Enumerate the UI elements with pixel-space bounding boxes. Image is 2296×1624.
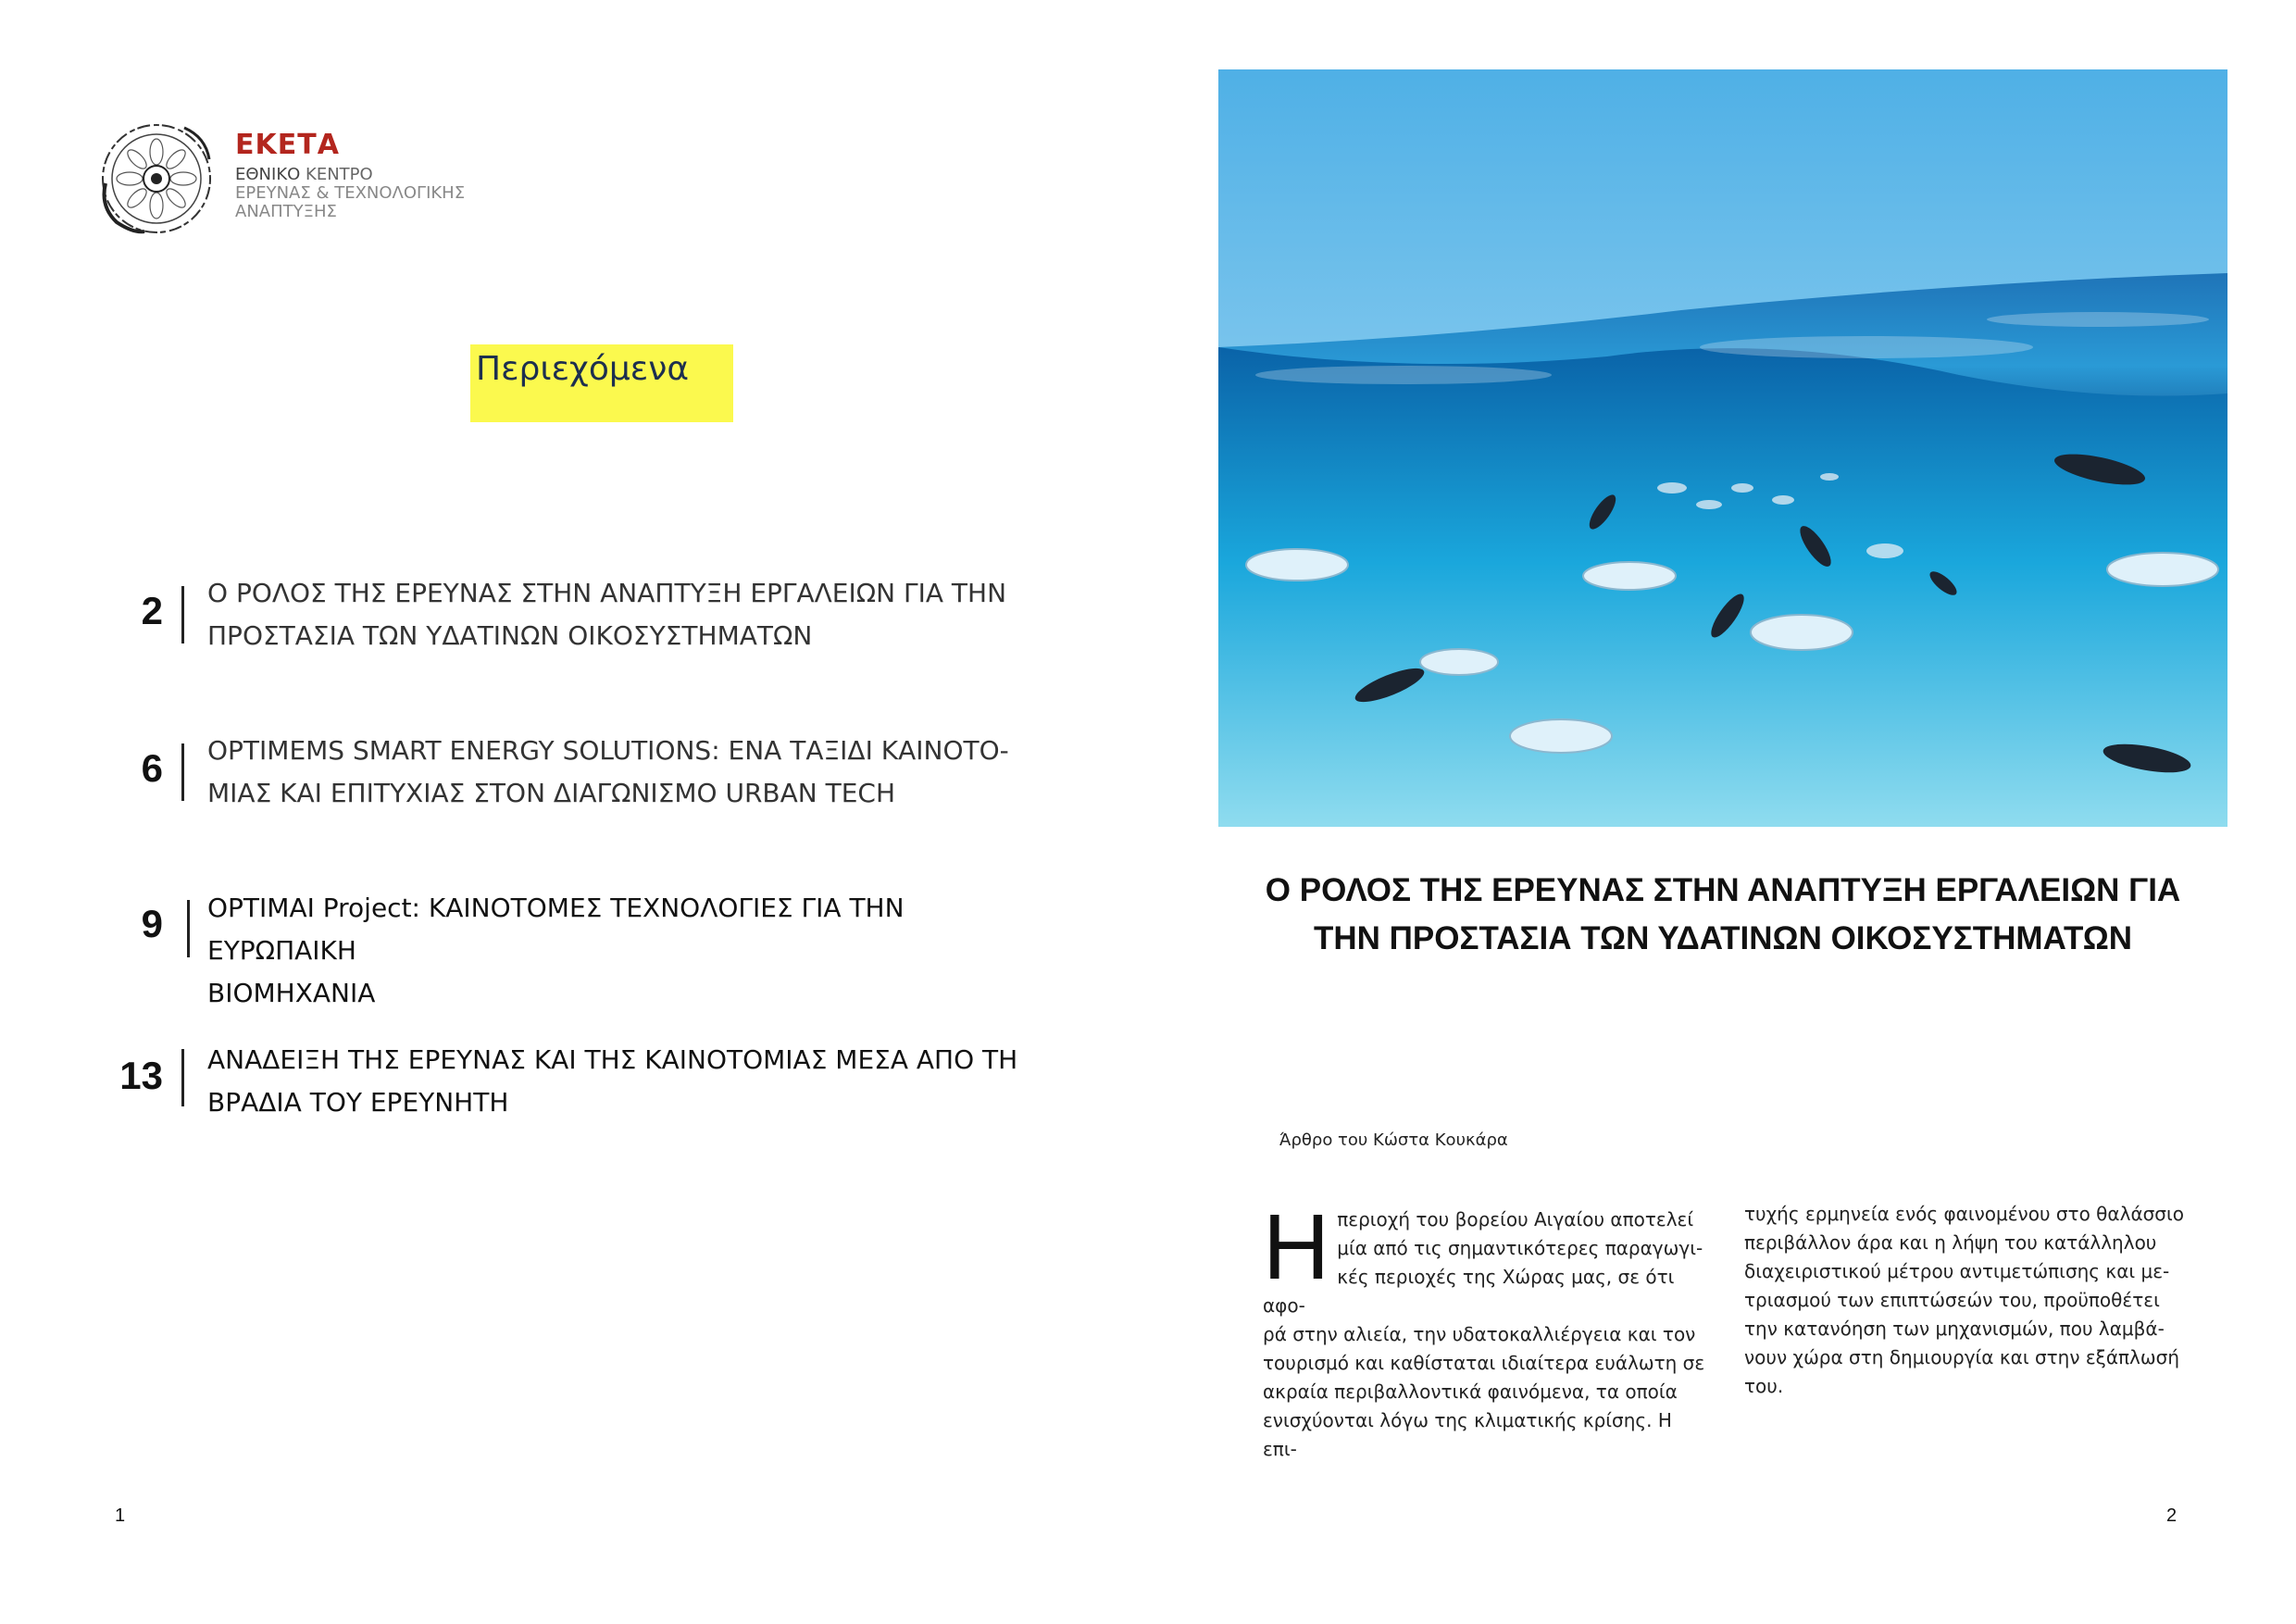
article-line: τριασμού των επιπτώσεών του, προϋποθέτει	[1744, 1289, 2160, 1311]
logo-line-1	[235, 167, 373, 183]
toc-entry-line: ΠΡΟΣΤΑΣΙΑ ΤΩΝ ΥΔΑΤΙΝΩΝ ΟΙΚΟΣΥΣΤΗΜΑΤΩΝ	[207, 620, 813, 651]
article-byline: Άρθρο του Κώστα Κουκάρα	[1279, 1131, 1508, 1150]
underwater-scene-illustration	[1218, 69, 2227, 827]
toc-entry-line: ΜΙΑΣ ΚΑΙ ΕΠΙΤΥΧΙΑΣ ΣΤΟΝ ΔΙΑΓΩΝΙΣΜΟ URBAN TECH	[207, 778, 896, 808]
toc-divider	[181, 586, 184, 643]
article-line: ακραία περιβαλλοντικά φαινόμενα, τα οποία	[1263, 1380, 1678, 1403]
article-line: νουν χώρα στη δημιουργία και στην εξάπλωσή	[1744, 1346, 2179, 1368]
logo-line-1-bold: ΕΘΝΙΚΟ	[235, 165, 301, 184]
article-line: περιοχή του βορείου Αιγαίου αποτελεί	[1337, 1208, 1694, 1230]
toc-page-number[interactable]: 6	[141, 746, 163, 790]
toc-entry-line: OPTIMAI Project: ΚΑΙΝΟΤΟΜΕΣ ΤΕΧΝΟΛΟΓΙΕΣ ΓΙΑ ΤΗΝ ΕΥΡΩΠΑΙΚΗ	[207, 893, 905, 966]
toc-entry-line: OPTIMEMS SMART ENERGY SOLUTIONS: ΕΝΑ ΤΑΞΙΔΙ ΚΑΙΝΟΤΟ-	[207, 735, 1009, 766]
underwater-fish-photo	[1218, 69, 2227, 827]
logo-abbreviation: ΕΚΕΤΑ	[235, 129, 340, 161]
toc-divider	[181, 1049, 184, 1106]
article-line: του.	[1744, 1375, 1784, 1397]
toc-page-number[interactable]: 9	[141, 902, 163, 945]
drop-cap: Η	[1263, 1195, 1330, 1299]
eketa-seal-icon	[96, 119, 217, 239]
toc-entry-line: Ο ΡΟΛΟΣ ΤΗΣ ΕΡΕΥΝΑΣ ΣΤΗΝ ΑΝΑΠΤΥΞΗ ΕΡΓΑΛΕΙΩΝ ΓΙΑ ΤΗΝ	[207, 578, 1007, 608]
left-page-number: 1	[115, 1505, 126, 1526]
toc-entry-title[interactable]	[207, 730, 1059, 815]
toc-entry-line: ΑΝΑΔΕΙΞΗ ΤΗΣ ΕΡΕΥΝΑΣ ΚΑΙ ΤΗΣ ΚΑΙΝΟΤΟΜΙΑΣ ΜΕΣΑ ΑΠΟ ΤΗ	[207, 1044, 1018, 1075]
article-line: διαχειριστικού μέτρου αντιμετώπισης και με-	[1744, 1260, 2170, 1282]
article-line: περιβάλλον άρα και η λήψη του κατάλληλου	[1744, 1231, 2157, 1254]
eketa-logo	[96, 119, 485, 239]
toc-entry-line: ΒΙΟΜΗΧΑΝΙΑ	[207, 978, 376, 1008]
toc-divider	[187, 900, 190, 957]
article-column-2	[1744, 1200, 2198, 1401]
article-line: ρά στην αλιεία, την υδατοκαλλιέργεια και τον	[1263, 1323, 1696, 1345]
toc-heading: Περιεχόμενα	[476, 350, 690, 388]
toc-heading-highlight	[470, 344, 733, 422]
article-line: κές περιοχές της Χώρας μας, σε ότι αφο-	[1263, 1266, 1675, 1317]
toc-divider	[181, 743, 184, 801]
logo-line-2: ΕΡΕΥΝΑΣ & ΤΕΧΝΟΛΟΓΙΚΗΣ	[235, 183, 466, 203]
toc-page-number[interactable]: 13	[119, 1054, 163, 1097]
article-line: τουρισμό και καθίσταται ιδιαίτερα ευάλωτη σε	[1263, 1352, 1705, 1374]
article-line: την κατανόηση των μηχανισμών, που λαμβά-	[1744, 1318, 2165, 1340]
article-title-line: ΤΗΝ ΠΡΟΣΤΑΣΙΑ ΤΩΝ ΥΔΑΤΙΝΩΝ ΟΙΚΟΣΥΣΤΗΜΑΤΩΝ	[1313, 920, 2133, 956]
toc-entry-line: ΒΡΑΔΙΑ ΤΟΥ ΕΡΕΥΝΗΤΗ	[207, 1087, 509, 1118]
article-title-line: Ο ΡΟΛΟΣ ΤΗΣ ΕΡΕΥΝΑΣ ΣΤΗΝ ΑΝΑΠΤΥΞΗ ΕΡΓΑΛΕΙΩΝ ΓΙΑ	[1265, 872, 2181, 908]
article-title	[1218, 867, 2227, 963]
toc-entry-title[interactable]	[207, 572, 1059, 657]
logo-line-3: ΑΝΑΠΤΥΞΗΣ	[235, 202, 337, 221]
article-line: τυχής ερμηνεία ενός φαινομένου στο θαλάσσιο	[1744, 1203, 2184, 1225]
toc-page-number[interactable]: 2	[141, 589, 163, 632]
toc-entry-title[interactable]	[207, 887, 1059, 1015]
article-column-1	[1263, 1195, 1709, 1464]
toc-entry-title[interactable]	[207, 1039, 1059, 1124]
article-line: μία από τις σημαντικότερες παραγωγι-	[1337, 1237, 1703, 1259]
right-page-number: 2	[2166, 1505, 2177, 1526]
article-line: ενισχύονται λόγω της κλιματικής κρίσης. Η επι-	[1263, 1409, 1672, 1460]
logo-line-1-rest: ΚΕΝΤΡΟ	[300, 165, 373, 184]
